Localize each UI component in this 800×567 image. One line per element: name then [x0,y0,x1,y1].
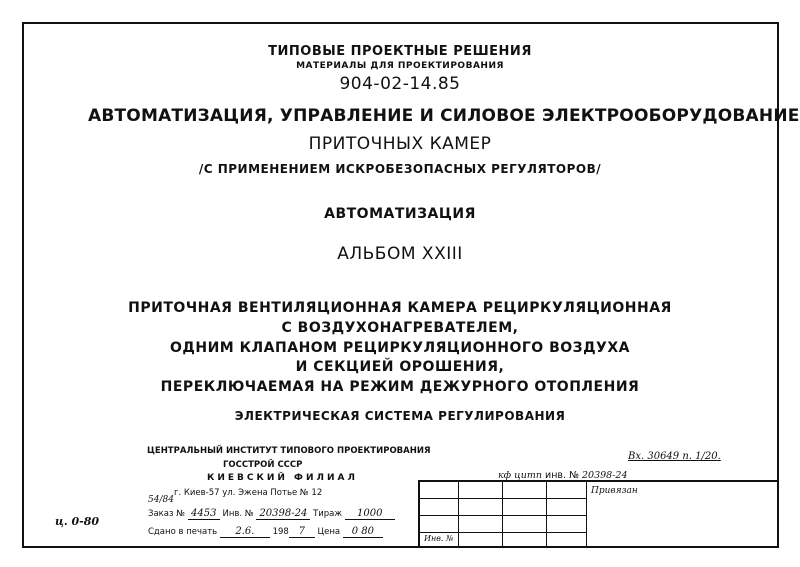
order-note: 54/84 [148,495,174,505]
title-line3: /С ПРИМЕНЕНИЕМ ИСКРОБЕЗОПАСНЫХ РЕГУЛЯТОРОВ/ [198,162,602,176]
binding-stamp [418,480,779,548]
print-label: Сдано в печать [148,527,218,537]
description-subtitle: ЭЛЕКТРИЧЕСКАЯ СИСТЕМА РЕГУЛИРОВАНИЯ [234,409,566,423]
institute-branch: КИЕВСКИЙ ФИЛИАЛ [207,473,358,483]
stamp-hline [420,515,586,516]
album-title: АЛЬБОМ XXIII [337,244,463,264]
print-year: 7 [289,526,315,538]
print-date: 2.6. [220,526,270,538]
inventory-number: 20398-24 [256,508,310,520]
institute-address: г. Киев-57 ул. Эжена Потье № 12 [174,488,323,498]
run-label: Тираж [313,509,343,519]
price-value: 0 80 [343,526,383,538]
order-line [148,508,395,520]
description-line4: И СЕКЦИЕЙ ОРОШЕНИЯ, [295,359,505,375]
handwritten-registration: Вх. 30649 п. 1/20. [628,451,721,462]
year-label: 198 [272,527,289,537]
drawing-frame [22,22,779,548]
project-code: 904-02-14.85 [339,74,461,94]
institute-org: ГОССТРОЙ СССР [223,460,303,470]
print-run: 1000 [345,508,395,520]
kf-label: кф цитп [498,470,543,481]
order-number: 4453 [188,508,220,520]
title-line2: ПРИТОЧНЫХ КАМЕР [308,134,492,154]
description-line5: ПЕРЕКЛЮЧАЕМАЯ НА РЕЖИМ ДЕЖУРНОГО ОТОПЛЕНИЯ [160,379,640,395]
stamp-hline [420,498,586,499]
archive-inv-label: инв. № [545,470,579,481]
header-line2: МАТЕРИАЛЫ ДЛЯ ПРОЕКТИРОВАНИЯ [296,61,504,71]
section-title: АВТОМАТИЗАЦИЯ [324,206,476,222]
price-note: ц. 0-80 [55,515,100,528]
order-label: Заказ № [148,509,186,519]
print-line [148,526,383,538]
header-line1: ТИПОВЫЕ ПРОЕКТНЫЕ РЕШЕНИЯ [268,44,532,59]
stamp-vline [586,482,587,548]
stamp-bound-label: Привязан [591,486,638,496]
description-line1: ПРИТОЧНАЯ ВЕНТИЛЯЦИОННАЯ КАМЕРА РЕЦИРКУЛЯЦИОННАЯ [128,300,672,316]
title-line1: АВТОМАТИЗАЦИЯ, УПРАВЛЕНИЕ И СИЛОВОЕ ЭЛЕКТРООБОРУДОВАНИЕ [88,106,800,126]
description-line2: С ВОЗДУХОНАГРЕВАТЕЛЕМ, [281,320,519,336]
description-line3: ОДНИМ КЛАПАНОМ РЕЦИРКУЛЯЦИОННОГО ВОЗДУХА [170,340,630,356]
stamp-hline [420,532,586,533]
stamp-inv-label: Инв. № [424,534,454,543]
inv-label: Инв. № [222,509,254,519]
archive-inv-number: 20398-24 [581,470,628,481]
price-label: Цена [317,527,341,537]
institute-name: ЦЕНТРАЛЬНЫЙ ИНСТИТУТ ТИПОВОГО ПРОЕКТИРОВАНИЯ [147,446,431,456]
